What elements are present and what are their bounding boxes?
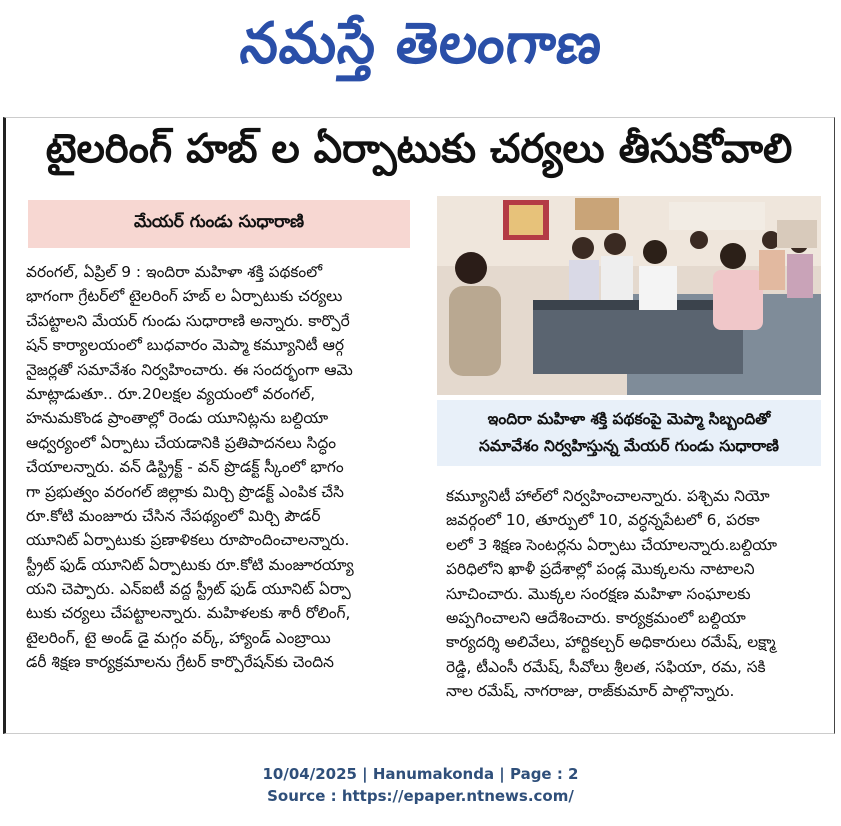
body-line: ఆధ్వర్యంలో ఏర్పాటు చేయడానికి ప్రతిపాదనలు సిద్ధం [26,433,337,452]
newspaper-masthead [0,0,841,100]
body-line: యూనిట్ ఏర్పాటుకు ప్రణాళికలు రూపొందించాలన్నారు. [26,531,350,550]
body-line: షన్ కార్యాలయంలో బుధవారం మెప్మా కమ్యూనిటీ ఆర్గ [26,336,344,355]
body-line: టుకు చర్యలు చేపట్టాలన్నారు. మహిళలకు శారీ రోలింగ్, [26,604,351,623]
body-line: కార్యదర్శి అలివేలు, హార్టికల్చర్ అధికారులు రమేష్, లక్ష్మా [446,633,776,652]
body-line: యని చెప్పారు. ఎన్ఐటీ వద్ద స్ట్రీట్ ఫుడ్ యూనిట్ ఏర్పా [26,580,351,599]
body-line: కమ్యూనిటీ హాల్‌లో నిర్వహించాలన్నారు. పశ్చిమ నియో [446,487,770,505]
body-line: నాల రమేష్, నాగరాజు, రాజ్‌కుమార్ పాల్గొన్నారు. [446,682,735,701]
article-byline: మేయర్ గుండు సుధారాణి [28,200,410,248]
footer-edition-info: 10/04/2025 | Hanumakonda | Page : 2 [262,765,579,783]
body-line: డరీ శిక్షణ కార్యక్రమాలను గ్రేటర్ కార్పొరేషన్‌కు చెందిన [26,653,334,672]
photo-caption-line: సమావేశం నిర్వహిస్తున్న మేయర్ గుండు సుధారాణి [479,437,779,455]
body-line: గా ప్రభుత్వం వరంగల్ జిల్లాకు మిర్చి ప్రొడక్ట్ ఎంపిక చేసి [26,482,344,501]
body-line: లలో 3 శిక్షణ సెంటర్లను ఏర్పాటు చేయాలన్నారు.బల్దియా [446,535,777,554]
meeting-photo-illustration [437,196,821,395]
body-line: రెడ్డి, టీఎంసీ రమేష్, సీవోలు శ్రీలత, సఫియా, రమ, సకి [446,657,766,676]
body-line: చేపట్టాలని మేయర్ గుండు సుధారాణి అన్నారు. కార్పొరే [26,311,350,330]
body-line: వరంగల్, ఏప్రిల్ 9 : ఇందిరా మహిళా శక్తి పథకంలో [26,263,323,281]
article-headline: టైలరింగ్ హబ్ ల ఏర్పాటుకు చర్యలు తీసుకోవాలి [45,126,793,172]
footer-source-link[interactable]: Source : https://epaper.ntnews.com/ [267,787,574,805]
masthead-title: నమస్తే తెలంగాణ [237,9,606,76]
body-line: అప్పగించాలని ఆదేశించారు. కార్యక్రమంలో బల్దియా [446,608,746,627]
body-line: పరిధిలోని ఖాళీ ప్రదేశాల్లో పండ్ల మొక్కలను నాటాలని [446,560,755,579]
body-line: మాట్లాడుతూ.. రూ.20లక్షల వ్యయంలో వరంగల్, [26,384,316,403]
body-line: రూ.కోటి మంజూరు చేసిన నేపథ్యంలో మిర్చి పౌడర్ [26,506,321,525]
body-line: సూచించారు. మొక్కల సంరక్షణ మహిళా సంఘాలకు [446,584,751,603]
body-line: జవర్గంలో 10, తూర్పులో 10, వర్ధన్నపేటలో 6, పరకా [446,511,760,530]
body-line: హనుమకొండ ప్రాంతాల్లో రెండు యూనిట్లను బల్దియా [26,409,329,428]
body-line: నైజర్లతో సమావేశం నిర్వహించారు. ఈ సందర్భంగా ఆమె [26,360,353,379]
body-line: భాగంగా గ్రేటర్‌లో టైలరింగ్ హబ్ ల ఏర్పాటుకు చర్యలు [26,287,343,306]
photo-caption-line: ఇందిరా మహిళా శక్తి పథకంపై మెప్మా సిబ్బందితో [487,410,771,428]
article-left-column [26,260,418,675]
meeting-photo [437,196,821,395]
article-right-column [446,484,822,704]
photo-caption [437,400,821,466]
body-line: టైలరింగ్, టై అండ్ డై మగ్గం వర్క్, హ్యాండ్ ఎంబ్రాయి [26,628,331,647]
body-line: స్ట్రీట్ ఫుడ్ యూనిట్ ఏర్పాటుకు రూ.కోటి మంజూరయ్యా [26,555,354,574]
body-line: చేయాలన్నారు. వన్ డిస్ట్రిక్ట్ - వన్ ప్రొడక్ట్ స్కీంలో భాగం [26,458,344,477]
